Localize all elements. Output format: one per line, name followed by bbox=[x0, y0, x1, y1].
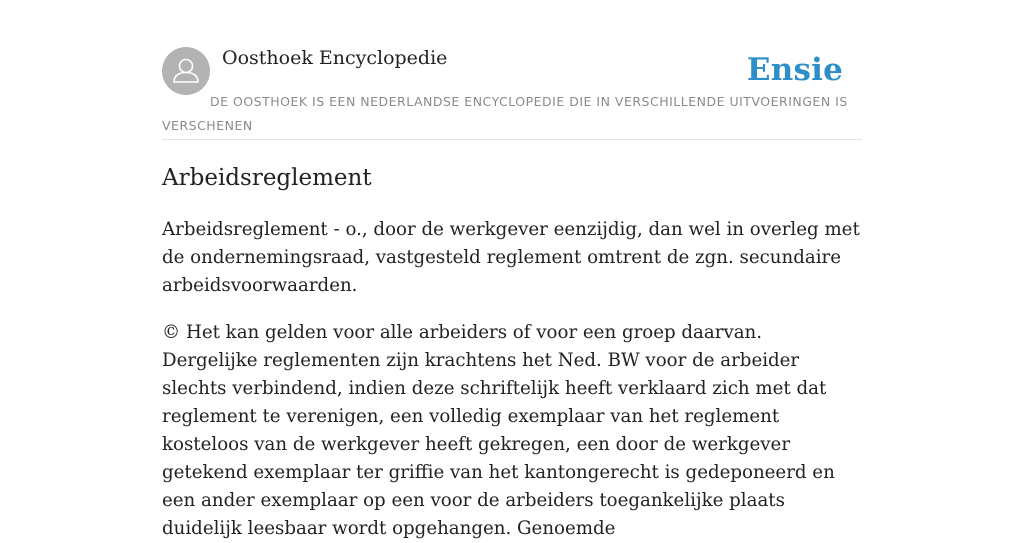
article-title: Arbeidsreglement bbox=[162, 165, 372, 191]
user-silhouette-icon bbox=[162, 47, 210, 95]
source-description: DE OOSTHOEK IS EEN NEDERLANDSE ENCYCLOPEDIE DIE IN VERSCHILLENDE UITVOERINGEN IS VERSCHENEN bbox=[162, 94, 848, 133]
article-paragraph: © Het kan gelden voor alle arbeiders of voor een groep daarvan. Dergelijke reglementen zijn krachtens het Ned. BW voor de arbeider slechts verbindend, indien deze schriftelijk heeft verklaard zich met dat reglement te verenigen, een volledig exemplaar van het reglement kosteloos van de werkgever heeft gekregen, een door de werkgever getekend exemplaar ter griffie van het kantongerecht is gedeponeerd en een ander exemplaar op een voor de arbeiders toegankelijke plaats duidelijk leesbaar wordt opgehangen. Genoemde bbox=[162, 322, 835, 539]
source-avatar[interactable] bbox=[162, 47, 210, 95]
ensie-logo[interactable]: Ensie bbox=[746, 52, 843, 88]
source-name-link[interactable]: Oosthoek Encyclopedie bbox=[222, 47, 448, 69]
article bbox=[162, 160, 862, 543]
article-paragraph: Arbeidsreglement - o., door de werkgever eenzijdig, dan wel in overleg met de ondernemingsraad, vastgesteld reglement omtrent de zgn. secundaire arbeidsvoorwaarden. bbox=[162, 219, 860, 296]
source-header bbox=[162, 46, 862, 140]
